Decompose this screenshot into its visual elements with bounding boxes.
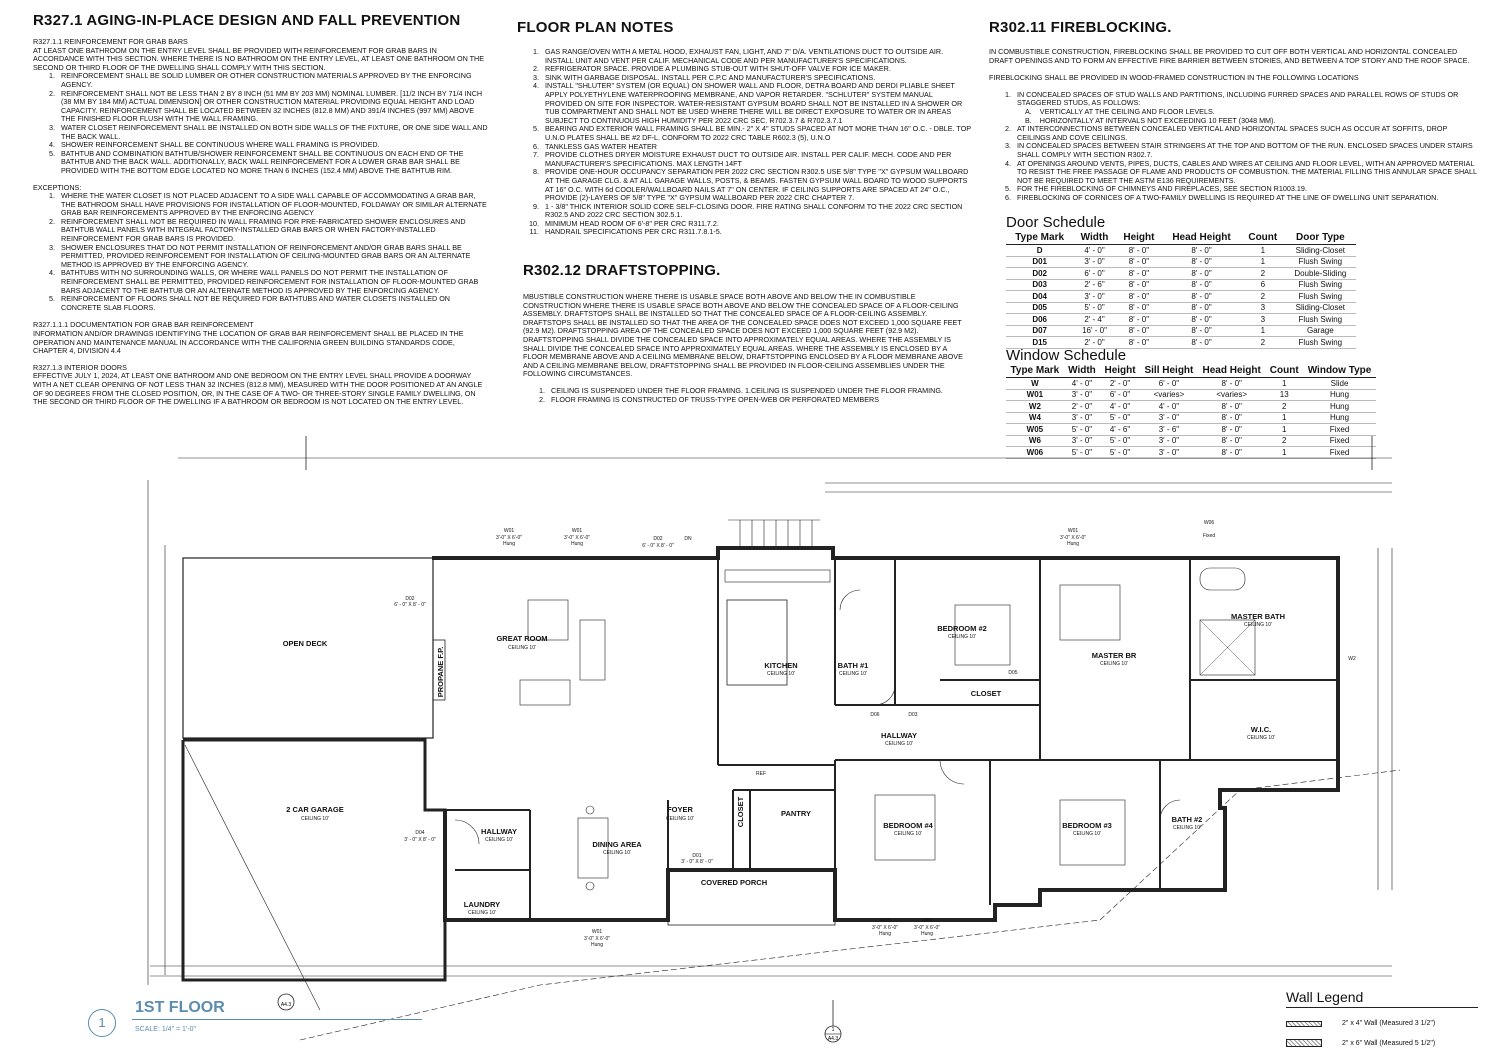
- window-schedule-cell: 5' - 0": [1100, 435, 1140, 447]
- door-schedule-cell: 5' - 0": [1073, 302, 1115, 314]
- tag-w01-f-size: 3'-0" X 6'-0": [913, 925, 941, 931]
- door-schedule-cell: 8' - 0": [1116, 268, 1162, 280]
- ceiling-wic: CEILING 10': [1247, 735, 1275, 741]
- fireblock-item-1a: VERTICALLY AT THE CEILING AND FLOOR LEVELS.: [1039, 106, 1215, 116]
- door-schedule-cell: Sliding-Closet: [1285, 245, 1356, 257]
- tag-w01-a-type: Hung: [503, 541, 515, 547]
- section-marker-sheet: A4.3: [827, 1036, 839, 1042]
- door-schedule-cell: 8' - 0": [1116, 291, 1162, 303]
- room-master-bath: MASTER BATH: [1230, 612, 1286, 621]
- floor-note-2: 2. REFRIGERATOR SPACE. PROVIDE A PLUMBING STUB-OUT WITH SHUT-OFF VALVE FOR ICE MAKER.: [541, 65, 972, 74]
- window-schedule-cell: Fixed: [1303, 447, 1376, 459]
- door-schedule-cell: Flush Swing: [1285, 337, 1356, 349]
- r327-intro: AT LEAST ONE BATHROOM ON THE ENTRY LEVEL SHALL BE PROVIDED WITH REINFORCEMENT FOR GRAB BARS IN ACCORDANCE WITH THIS SECTION. WHERE THERE IS NO BATHROOM ON THE ENTRY LEVEL, AT LEAST ONE BATHROOM ON THE SECOND OR THIRD FLOOR OF THE DWELLING SHALL COMPLY WITH THIS SECTION.: [33, 45, 485, 72]
- tag-w01-d-size: 3'-0" X 6'-0": [583, 936, 611, 942]
- r327-item-5: 5. BATHTUB AND COMBINATION BATHTUB/SHOWER REINFORCEMENT SHALL BE CONTINUOUS ON EACH END OF THE BATHTUB AND THE BACK WALL. ADDITIONALLY, BACK WALL REINFORCEMENT FOR A LOWER GRAB BAR SHALL BE PROVIDED WITH THE BOTTOM EDGE LOCATED NO MORE THAN 6 INCHES (152.4 MM) ABOVE THE BATHTUB RIM.: [57, 150, 488, 176]
- fireblock-intro: IN COMBUSTIBLE CONSTRUCTION, FIREBLOCKING SHALL BE PROVIDED TO CUT OFF BOTH VERTICAL AND HORIZONTAL CONCEALED DRAFT OPENINGS AND TO FORM AN EFFECTIVE FIRE BARRIER BETWEEN STORIES, AND BETWEEN A TOP STORY AND THE ROOF SPACE.: [989, 47, 1470, 65]
- window-schedule-cell: 2: [1265, 401, 1303, 413]
- door-schedule-cell: D15: [1006, 337, 1073, 349]
- tag-w01-e-size: 3'-0" X 6'-0": [871, 925, 899, 931]
- floor-note-8: 8. PROVIDE ONE-HOUR OCCUPANCY SEPARATION PER 2022 CRC SECTION R302.5 USE 5/8" TYPE "X" GYPSUM WALLBOARD AT THE GARAGE CLG. & AT ALL GARAGE WALLS, POSTS, & BEAMS. FASTEN GYPSUM WALL BOARD TO WOOD SUPPORTS AT 16" O.C. WITH 6d COOLER/WALLBOARD NAILS AT 7" ON CENTER. IF CEILING SUPPORTS ARE SPACED AT 24" O.C., PROVIDE (2)-LAYERS OF 5/8" TYPE "X" GYPSUM WALLBOARD PER 2022 CRC CHAPTER 7.: [541, 168, 972, 202]
- window-schedule-cell: 2: [1265, 435, 1303, 447]
- room-bedroom4: BEDROOM #4: [883, 821, 933, 830]
- tag-w01-c: W01: [1067, 528, 1079, 534]
- r327-item-3: 3. WATER CLOSET REINFORCEMENT SHALL BE INSTALLED ON BOTH SIDE WALLS OF THE FIXTURE, OR ONE SIDE WALL AND THE BACK WALL.: [57, 124, 488, 141]
- window-schedule-cell: 3' - 0": [1140, 435, 1198, 447]
- window-schedule-cell: W01: [1006, 389, 1064, 401]
- door-schedule-title: Door Schedule: [1006, 214, 1106, 231]
- window-schedule-cell: 3' - 0": [1140, 412, 1198, 424]
- window-schedule-cell: W06: [1006, 447, 1064, 459]
- door-schedule-cell: 8' - 0": [1162, 314, 1241, 326]
- door-schedule-cell: 16' - 0": [1073, 325, 1115, 337]
- door-schedule-cell: 4' - 0": [1073, 245, 1115, 257]
- tag-w2: W2: [1348, 656, 1356, 662]
- door-schedule-header: Width: [1073, 231, 1115, 245]
- door-schedule-cell: D06: [1006, 314, 1073, 326]
- fireblock-item-1: 2. AT INTERCONNECTIONS BETWEEN CONCEALED VERTICAL AND HORIZONTAL SPACES SUCH AS OCCUR AT SOFFITS, DROP CEILINGS AND COVE CEILINGS.: [1013, 125, 1477, 142]
- window-schedule-cell: 5' - 0": [1064, 424, 1100, 436]
- room-laundry: LAUNDRY: [463, 900, 501, 909]
- r327-sub-head-3: R327.1.3 INTERIOR DOORS: [33, 362, 127, 372]
- window-schedule-cell: Fixed: [1303, 435, 1376, 447]
- door-schedule-cell: 8' - 0": [1162, 256, 1241, 268]
- room-bath1: BATH #1: [837, 661, 869, 670]
- door-schedule-cell: 3' - 0": [1073, 291, 1115, 303]
- window-schedule-cell: <varies>: [1140, 389, 1198, 401]
- tag-dn: DN: [684, 536, 692, 542]
- floor-note-7: 7. PROVIDE CLOTHES DRYER MOISTURE EXHAUST DUCT TO OUTSIDE AIR. INSTALL PER CALIF. MECH. CODE AND PER MANUFACTURER'S SPECIFICATIONS. MAX LENGTH 14FT: [541, 151, 972, 168]
- exceptions-head: EXCEPTIONS:: [33, 182, 82, 192]
- door-schedule-cell: D07: [1006, 325, 1073, 337]
- door-schedule-cell: D: [1006, 245, 1073, 257]
- window-schedule-cell: 5' - 0": [1100, 447, 1140, 459]
- window-schedule-cell: 1: [1265, 412, 1303, 424]
- floor-notes-title: FLOOR PLAN NOTES: [517, 19, 674, 36]
- window-schedule-cell: 4' - 0": [1064, 378, 1100, 390]
- wall-legend-title: Wall Legend: [1286, 989, 1364, 1005]
- tag-w01-b: W01: [571, 528, 583, 534]
- window-schedule-cell: 5' - 0": [1064, 447, 1100, 459]
- door-schedule-cell: 3: [1241, 302, 1285, 314]
- room-master-br: MASTER BR: [1091, 651, 1137, 660]
- window-schedule-header: Width: [1064, 364, 1100, 378]
- tag-d02-b-size: 6' - 0" X 8' - 0": [394, 602, 426, 608]
- door-schedule-cell: 8' - 0": [1162, 245, 1241, 257]
- view-scale: SCALE: 1/4" = 1'-0": [135, 1026, 196, 1033]
- ceiling-great-room: CEILING 10': [508, 645, 536, 651]
- door-schedule-header: Head Height: [1162, 231, 1241, 245]
- room-bath2: BATH #2: [1171, 815, 1203, 824]
- door-schedule-cell: 8' - 0": [1116, 337, 1162, 349]
- floor-note-3: 3. SINK WITH GARBAGE DISPOSAL. INSTALL PER C.P.C AND MANUFACTURER'S SPECIFICATIONS.: [541, 74, 972, 83]
- window-schedule-cell: W05: [1006, 424, 1064, 436]
- window-schedule-cell: W2: [1006, 401, 1064, 413]
- wall-legend-row-1: [1286, 1020, 1478, 1027]
- door-schedule-cell: 2' - 0": [1073, 337, 1115, 349]
- room-closet-2: CLOSET: [736, 796, 745, 828]
- door-schedule-cell: 6: [1241, 279, 1285, 291]
- tag-w01-d-type: Hung: [591, 942, 603, 948]
- ceiling-laundry: CEILING 10': [468, 910, 496, 916]
- ceiling-master-bath: CEILING 10': [1244, 622, 1272, 628]
- fireblock-item-1b: HORIZONTALLY AT INTERVALS NOT EXCEEDING 10 FEET (3048 MM).: [1039, 115, 1276, 125]
- ceiling-kitchen: CEILING 10': [767, 671, 795, 677]
- window-schedule-cell: 8' - 0": [1198, 435, 1266, 447]
- floor-note-10: 10. MINIMUM HEAD ROOM OF 6'-8" PER CRC R311.7.2.: [541, 220, 972, 229]
- tag-d02-size: 6' - 0" X 8' - 0": [642, 543, 674, 549]
- room-great-room: GREAT ROOM: [496, 634, 548, 643]
- door-schedule-cell: 8' - 0": [1162, 325, 1241, 337]
- room-bedroom3: BEDROOM #3: [1062, 821, 1112, 830]
- window-schedule-cell: W4: [1006, 412, 1064, 424]
- room-hallway-garage: HALLWAY: [481, 827, 517, 836]
- ceiling-bath2: CEILING 10': [1173, 825, 1201, 831]
- floor-note-4: 4. INSTALL "SHLUTER" SYSTEM (OR EQUAL) ON SHOWER WALL AND FLOOR, DETRA BOARD AND DERDI PLIABLE SHEET APPLY POLYETHYLENE WATERPROOFING MEMBRANE, AND VAPOR RETARDER. "SCHLUTER" SYSTEM MANUAL PROVIDED ON SITE FOR INSPECTOR. WATER-RESISTANT GYPSUM BOARD SHALL NOT BE INSTALLED IN A SHOWER OR TUB COMPARTMENT AND SHALL NOT BE USED WHERE THERE WILL BE DIRECT EXPOSURE TO WATER OR IN AREAS SUBJECT TO CONTINUOUS HIGH HUMIDITY PER 2022 CRC SEC. R702.3.7 & R702.3.7.1: [541, 82, 972, 125]
- door-schedule-cell: 2: [1241, 337, 1285, 349]
- view-number: 1: [98, 1015, 106, 1030]
- window-schedule-cell: 1: [1265, 447, 1303, 459]
- window-schedule-cell: 2' - 0": [1100, 378, 1140, 390]
- door-schedule-cell: 8' - 0": [1162, 268, 1241, 280]
- window-schedule-cell: 8' - 0": [1198, 378, 1266, 390]
- tag-w01-b-type: Hung: [571, 541, 583, 547]
- window-schedule-cell: 3' - 0": [1064, 389, 1100, 401]
- tag-w01-d: W01: [591, 929, 603, 935]
- door-schedule-cell: 8' - 0": [1116, 314, 1162, 326]
- tag-w01-f-type: Hung: [921, 931, 933, 937]
- view-underline: [132, 1019, 422, 1020]
- exception-item-1: 1. WHERE THE WATER CLOSET IS NOT PLACED ADJACENT TO A SIDE WALL CAPABLE OF ACCOMMODATING A GRAB BAR, THE BATHROOM SHALL HAVE PROVISIONS FOR INSTALLATION OF FLOOR-MOUNTED, FOLDAWAY OR SIMILAR ALTERNATE GRAB BAR REINFORCEMENTS APPROVED BY THE ENFORCING AGENCY: [57, 192, 488, 218]
- door-schedule-cell: 8' - 0": [1162, 337, 1241, 349]
- exception-item-2: 2. REINFORCEMENT SHALL NOT BE REQUIRED IN WALL FRAMING FOR PRE-FABRICATED SHOWER ENCLOSURES AND BATHTUB WALL PANELS WITH INTEGRAL FACTORY-INSTALLED GRAB BARS OR WHEN FACTORY-INSTALLED REINFORCEMENT FOR GRAB BARS IS PROVIDED.: [57, 218, 488, 244]
- window-schedule-cell: Hung: [1303, 401, 1376, 413]
- tag-d04: D04: [415, 830, 425, 836]
- wall-legend: [1286, 989, 1478, 1047]
- window-schedule-title: Window Schedule: [1006, 347, 1127, 364]
- view-title: 1ST FLOOR: [135, 999, 225, 1016]
- window-schedule-cell: Fixed: [1303, 424, 1376, 436]
- tag-d01: D01: [692, 853, 702, 859]
- tag-w01-a-size: 3'-0" X 6'-0": [495, 535, 523, 541]
- door-schedule-header: Count: [1241, 231, 1285, 245]
- ceiling-hallway-garage: CEILING 10': [485, 837, 513, 843]
- ceiling-dining: CEILING 10': [603, 850, 631, 856]
- door-schedule-cell: Flush Swing: [1285, 291, 1356, 303]
- label-propane-fp: PROPANE F.P.: [436, 646, 445, 698]
- section-marker-left-sheet: A4.3: [280, 1002, 292, 1008]
- ceiling-bedroom3: CEILING 10': [1073, 831, 1101, 837]
- fireblock-item-1: IN CONCEALED SPACES OF STUD WALLS AND PARTITIONS, INCLUDING FURRED SPACES AND PARALLEL ROWS OF STUDS OR STAGGERED STUDS, AS FOLLOWS:: [1017, 89, 1459, 108]
- room-dining: DINING AREA: [592, 840, 642, 849]
- door-schedule-cell: 1: [1241, 325, 1285, 337]
- r327-title: R327.1 AGING-IN-PLACE DESIGN AND FALL PREVENTION: [33, 12, 461, 29]
- room-garage: 2 CAR GARAGE: [286, 805, 344, 814]
- door-schedule-cell: Garage: [1285, 325, 1356, 337]
- door-schedule-cell: 8' - 0": [1162, 279, 1241, 291]
- fireblock-title: R302.11 FIREBLOCKING.: [989, 19, 1172, 36]
- tag-w01-f: W01: [921, 918, 933, 924]
- window-schedule-cell: 4' - 6": [1100, 424, 1140, 436]
- door-schedule-cell: 1: [1241, 245, 1285, 257]
- window-schedule-cell: 1: [1265, 424, 1303, 436]
- floor-note-9: 9. 1 - 3/8" THICK INTERIOR SOLID CORE SELF-CLOSING DOOR. FIRE RATING SHALL CONFORM TO THE 2022 CRC SECTION R302.5 AND 2022 CRC SECTION 302.5.1.: [541, 203, 972, 220]
- door-schedule-cell: D01: [1006, 256, 1073, 268]
- tag-d03: D03: [908, 712, 918, 718]
- door-schedule-cell: D02: [1006, 268, 1073, 280]
- tag-d02-b: D02: [405, 596, 415, 602]
- door-schedule-header: Height: [1116, 231, 1162, 245]
- section-marker-num: 1: [831, 1027, 835, 1033]
- fireblock-item-3: 4. AT OPENINGS AROUND VENTS, PIPES, DUCTS, CABLES AND WIRES AT CEILING AND FLOOR LEVEL, WITH AN APPROVED MATERIAL TO RESIST THE FREE PASSAGE OF FLAME AND PRODUCTS OF COMBUSTION. THE MATERIAL FILLING THIS ANNULAR SPACE SHALL NOT BE REQUIRED TO MEET THE ASTM E136 REQUIREMENTS.: [1013, 160, 1477, 186]
- window-schedule-cell: 3' - 6": [1140, 424, 1198, 436]
- section-marker-left: [278, 994, 294, 1010]
- fireblock-lead: FIREBLOCKING SHALL BE PROVIDED IN WOOD-FRAMED CONSTRUCTION IN THE FOLLOWING LOCATIONS: [989, 73, 1359, 83]
- ceiling-master-br: CEILING 10': [1100, 661, 1128, 667]
- door-schedule-cell: Sliding-Closet: [1285, 302, 1356, 314]
- window-schedule-cell: 8' - 0": [1198, 401, 1266, 413]
- r327-doors-text: EFFECTIVE JULY 1, 2024, AT LEAST ONE BATHROOM AND ONE BEDROOM ON THE ENTRY LEVEL SHALL PROVIDE A DOORWAY WITH A NET CLEAR OPENING OF NOT LESS THAN 32 INCHES (812.8 MM), MEASURED WITH THE DOOR POSITIONED AT AN ANGLE OF 90 DEGREES FROM THE CLOSED POSITION, OR, IN THE CASE OF A TWO- OR THREE-STORY SINGLE FAMILY DWELLING, ON THE SECOND OR THIRD FLOOR OF THE DWELLING IF A BATHROOM OR BEDROOM IS NOT LOCATED ON THE ENTRY LEVEL.: [33, 371, 483, 407]
- door-schedule-cell: 6' - 0": [1073, 268, 1115, 280]
- view-number-bubble: [88, 1009, 116, 1037]
- door-schedule-cell: 8' - 0": [1116, 302, 1162, 314]
- wall-2x6-label: 2" x 6" Wall (Measured 5 1/2"): [1342, 1039, 1436, 1047]
- draftstop-item-2: 2. FLOOR FRAMING IS CONSTRUCTED OF TRUSS-TYPE OPEN-WEB OR PERFORATED MEMBERS: [547, 396, 973, 405]
- window-schedule-header: Sill Height: [1140, 364, 1198, 378]
- tag-w01-c-size: 3'-0" X 6'-0": [1059, 535, 1087, 541]
- window-schedule-header: Head Height: [1198, 364, 1266, 378]
- door-schedule-cell: Flush Swing: [1285, 279, 1356, 291]
- draftstop-text: MBUSTIBLE CONSTRUCTION WHERE THERE IS USABLE SPACE BOTH ABOVE AND BELOW THE IN COMBUSTIBLE CONSTRUCTION WHERE THERE IS USABLE SPACE BOTH ABOVE AND BELOW THE CONCEALED SPACE OF A FLOOR-CEILING ASSEMBLY. DRAFTSTOPS SHALL BE INSTALLED SO THAT THE CONCEALED SPACE OF A FLOOR-CEILING ASSEMBLY. DRAFTSTOPS SHALL BE INSTALLED SO THAT THE AREA OF THE CONCEALED SPACE DOES NOT EXCEED 1,000 SQUARE FEET (92.9 M2). DRAFTSTOPPING AREA OF THE CONCEALED SPACE DOES NOT EXCEED 1,000 SQUARE FEET (92.9 M2). DRAFTSTOPPING SHALL DIVIDE THE CONCEALED SPACE INTO APPROXIMATELY EQUAL AREAS. WHERE THE ASSEMBLY IS SHALL DIVIDE THE CONCEALED SPACE INTO APPROXIMATELY EQUAL AREAS. WHERE THE ASSEMBLY IS ENCLOSED BY A FLOOR MEMBRANE ABOVE AND A CEILING MEMBRANE BELOW, DRAFTSTOPPING ENCLOSED BY A FLOOR MEMBRANE ABOVE AND A CEILING MEMBRANE BELOW, DRAFTSTOPPING SHALL BE PROVIDED IN FLOOR-CEILING ASSEMBLIES UNDER THE FOLLOWING CIRCUMSTANCES.: [523, 292, 963, 379]
- window-schedule-cell: 3' - 0": [1064, 435, 1100, 447]
- room-closet: CLOSET: [970, 689, 1002, 698]
- door-schedule-cell: D05: [1006, 302, 1073, 314]
- window-schedule-cell: 8' - 0": [1198, 447, 1266, 459]
- window-schedule-cell: 5' - 0": [1100, 412, 1140, 424]
- door-schedule-cell: Double-Sliding: [1285, 268, 1356, 280]
- door-schedule-cell: D03: [1006, 279, 1073, 291]
- room-foyer: FOYER: [667, 805, 693, 814]
- window-schedule-header: Type Mark: [1006, 364, 1064, 378]
- door-schedule-cell: 2' - 6": [1073, 279, 1115, 291]
- window-schedule-header: Count: [1265, 364, 1303, 378]
- door-schedule-cell: 2: [1241, 268, 1285, 280]
- door-schedule-cell: 8' - 0": [1116, 245, 1162, 257]
- window-schedule-cell: 3' - 0": [1064, 412, 1100, 424]
- draftstop-title: R302.12 DRAFTSTOPPING.: [523, 262, 721, 279]
- tag-w06-type: Fixed: [1202, 533, 1216, 539]
- tag-w01-e-type: Hung: [879, 931, 891, 937]
- door-schedule-cell: 8' - 0": [1116, 279, 1162, 291]
- draftstop-item-1: 1. CEILING IS SUSPENDED UNDER THE FLOOR FRAMING. 1.CEILING IS SUSPENDED UNDER THE FLOOR FRAMING.: [547, 387, 973, 396]
- r327-sub-head-2: R327.1.1.1 DOCUMENTATION FOR GRAB BAR REINFORCEMENT: [33, 320, 254, 330]
- room-bedroom2: BEDROOM #2: [937, 624, 987, 633]
- ceiling-bedroom2: CEILING 10': [948, 634, 976, 640]
- exception-item-5: 5. REINFORCEMENT OF FLOORS SHALL NOT BE REQUIRED FOR BATHTUBS AND WATER CLOSETS INSTALLED ON CONCRETE SLAB FLOORS.: [57, 295, 488, 312]
- door-schedule-cell: 2' - 4": [1073, 314, 1115, 326]
- ceiling-hallway: CEILING 10': [885, 741, 913, 747]
- ceiling-foyer: CEILING 10': [666, 816, 694, 822]
- door-schedule-cell: 3' - 0": [1073, 256, 1115, 268]
- door-schedule-cell: 2: [1241, 291, 1285, 303]
- door-schedule-header: Type Mark: [1006, 231, 1073, 245]
- window-schedule-cell: 13: [1265, 389, 1303, 401]
- ceiling-bath1: CEILING 10': [839, 671, 867, 677]
- label-ref: REF: [756, 771, 766, 777]
- floor-note-6: 6. TANKLESS GAS WATER HEATER: [541, 143, 972, 152]
- fireblock-item-2: 3. IN CONCEALED SPACES BETWEEN STAIR STRINGERS AT THE TOP AND BOTTOM OF THE RUN. ENCLOSED SPACES UNDER STAIRS SHALL COMPLY WITH SECTION R302.7.: [1013, 142, 1477, 159]
- wall-2x4-label: 2" x 4" Wall (Measured 3 1/2"): [1342, 1020, 1436, 1027]
- ceiling-bedroom4: CEILING 10': [894, 831, 922, 837]
- tag-w01-c-type: Hung: [1067, 541, 1079, 547]
- window-schedule-cell: W6: [1006, 435, 1064, 447]
- floor-note-1: 1. GAS RANGE/OVEN WITH A METAL HOOD, EXHAUST FAN, LIGHT, AND 7" D/A. VENTILATIONS DUCT TO OUTSIDE AIR. INSTALL UNIT AND VENT PER CALIF. MECHANICAL CODE AND PER MANUFACTURER'S SPECIFICATIONS.: [541, 48, 972, 65]
- wall-2x4-swatch: [1286, 1021, 1322, 1027]
- window-schedule-cell: 8' - 0": [1198, 424, 1266, 436]
- tag-d06: D06: [870, 712, 880, 718]
- door-schedule-cell: 8' - 0": [1116, 256, 1162, 268]
- section-marker: [825, 1026, 841, 1042]
- tag-d01-size: 3' - 0" X 8' - 0": [681, 859, 713, 865]
- door-schedule-cell: Flush Swing: [1285, 256, 1356, 268]
- door-schedule-header: Door Type: [1285, 231, 1356, 245]
- window-schedule-cell: W: [1006, 378, 1064, 390]
- window-schedule-cell: 6' - 0": [1100, 389, 1140, 401]
- door-schedule-cell: 8' - 0": [1162, 291, 1241, 303]
- room-hallway: HALLWAY: [881, 731, 917, 740]
- wall-2x6-swatch: [1286, 1039, 1322, 1047]
- window-schedule-cell: Hung: [1303, 389, 1376, 401]
- r327-item-4: 4. SHOWER REINFORCEMENT SHALL BE CONTINUOUS WHERE WALL FRAMING IS PROVIDED.: [57, 141, 488, 150]
- door-schedule-cell: 3: [1241, 314, 1285, 326]
- window-schedule-header: Window Type: [1303, 364, 1376, 378]
- exception-item-3: 3. SHOWER ENCLOSURES THAT DO NOT PERMIT INSTALLATION OF REINFORCEMENT AND/OR GRAB BARS SHALL BE PERMITTED, PROVIDED REINFORCEMENT FOR INSTALLATION OF CEILING-MOUNTED GRAB BARS OR AN ALTERNATE METHOD IS APPROVED BY THE ENFORCING AGENCY.: [57, 244, 488, 270]
- tag-w01-e: W01: [879, 918, 891, 924]
- floor-note-5: 5. BEARING AND EXTERIOR WALL FRAMING SHALL BE MIN.- 2" X 4" STUDS SPACED AT NOT MORE THAN 16" O.C. - DBLE. TOP U.N.O PLATES SHALL BE #2 DF-L. CONFORM TO 2022 CRC TABLE R602.3 (5), U.N.O: [541, 125, 972, 142]
- room-pantry: PANTRY: [781, 809, 811, 818]
- fireblock-item-5: 6. FIREBLOCKING OF CORNICES OF A TWO-FAMILY DWELLING IS REQUIRED AT THE LINE OF DWELLING UNIT SEPARATION.: [1013, 194, 1477, 203]
- window-schedule-cell: 8' - 0": [1198, 412, 1266, 424]
- tag-d05: D05: [1008, 670, 1018, 676]
- fireblock-list: 1. IN CONCEALED SPACES OF STUD WALLS AND PARTITIONS, INCLUDING FURRED SPACES AND PARALLEL ROWS OF STUDS OR STAGGERED STUDS, AS FOLLOWS: A. VERTICALLY AT THE CEILING AND FLOOR LEVELS. B. HORIZONTALLY AT INTERVALS NOT EXCEEDING 10 FEET (3048 MM).: [989, 91, 1477, 125]
- window-schedule-cell: Slide: [1303, 378, 1376, 390]
- door-schedule-cell: 8' - 0": [1116, 325, 1162, 337]
- window-schedule-cell: <varies>: [1198, 389, 1266, 401]
- door-schedule-cell: Flush Swing: [1285, 314, 1356, 326]
- window-schedule-cell: 2' - 0": [1064, 401, 1100, 413]
- room-open-deck: OPEN DECK: [282, 639, 328, 648]
- tag-w01-a: W01: [503, 528, 515, 534]
- exception-item-4: 4. BATHTUBS WITH NO SURROUNDING WALLS, OR WHERE WALL PANELS DO NOT PERMIT THE INSTALLATION OF REINFORCEMENT SHALL BE PERMITTED, PROVIDED REINFORCEMENT FOR INSTALLATION OF FLOOR-MOUNTED GRAB BARS ADJACENT TO THE BATHTUB OR AN ALTERNATE METHOD IS APPROVED BY THE ENFORCING AGENCY.: [57, 269, 488, 295]
- r327-item-2: 2. REINFORCEMENT SHALL NOT BE LESS THAN 2 BY 8 INCH (51 MM BY 203 MM) NOMINAL LUMBER. [11/2 INCH BY 71/4 INCH (38 MM BY 184 MM) ACTUAL DIMENSION] OR OTHER CONSTRUCTION MATERIAL PROVIDING EQUAL HEIGHT AND LOAD CAPACITY. REINFORCEMENT SHALL BE LOCATED BETWEEN 32 INCHES (812.8 MM) AND 391/4 INCHES (997 MM) ABOVE THE FINISHED FLOOR FLUSH WITH THE WALL FRAMING.: [57, 90, 488, 124]
- ceiling-garage: CEILING 10': [301, 816, 329, 822]
- window-schedule-cell: 1: [1265, 378, 1303, 390]
- window-schedule-cell: 3' - 0": [1140, 447, 1198, 459]
- door-schedule-cell: 8' - 0": [1162, 302, 1241, 314]
- r327-doc-text: INFORMATION AND/OR DRAWINGS IDENTIFYING THE LOCATION OF GRAB BAR REINFORCEMENT SHALL BE PLACED IN THE OPERATION AND MAINTENANCE MANUAL IN ACCORDANCE WITH THE CALIFORNIA GREEN BUILDING STANDARDS CODE, CHAPTER 4, DIVISION 4.4: [33, 329, 464, 356]
- tag-d04-size: 3' - 0" X 8' - 0": [404, 837, 436, 843]
- window-schedule-cell: Hung: [1303, 412, 1376, 424]
- r327-item-1: 1. REINFORCEMENT SHALL BE SOLID LUMBER OR OTHER CONSTRUCTION MATERIALS APPROVED BY THE ENFORCING AGENCY.: [57, 72, 488, 89]
- room-covered-porch: COVERED PORCH: [700, 878, 768, 887]
- r327-sub-head-1: R327.1.1 REINFORCEMENT FOR GRAB BARS: [33, 37, 188, 46]
- tag-d02: D02: [653, 536, 663, 542]
- floor-note-11: 11. HANDRAIL SPECIFICATIONS PER CRC R311.7.8.1-5.: [541, 228, 972, 237]
- room-wic: W.I.C.: [1250, 725, 1272, 734]
- window-schedule-cell: 6' - 0": [1140, 378, 1198, 390]
- window-schedule-header: Height: [1100, 364, 1140, 378]
- tag-w01-b-size: 3'-0" X 6'-0": [563, 535, 591, 541]
- window-schedule-cell: 4' - 0": [1100, 401, 1140, 413]
- wall-legend-row-2: [1286, 1039, 1478, 1047]
- fireblock-item-4: 5. FOR THE FIREBLOCKING OF CHIMNEYS AND FIREPLACES, SEE SECTION R1003.19.: [1013, 185, 1477, 194]
- room-kitchen: KITCHEN: [764, 661, 798, 670]
- tag-w06: W06: [1203, 520, 1215, 526]
- window-schedule-cell: 4' - 0": [1140, 401, 1198, 413]
- door-schedule-cell: D04: [1006, 291, 1073, 303]
- door-schedule-cell: 1: [1241, 256, 1285, 268]
